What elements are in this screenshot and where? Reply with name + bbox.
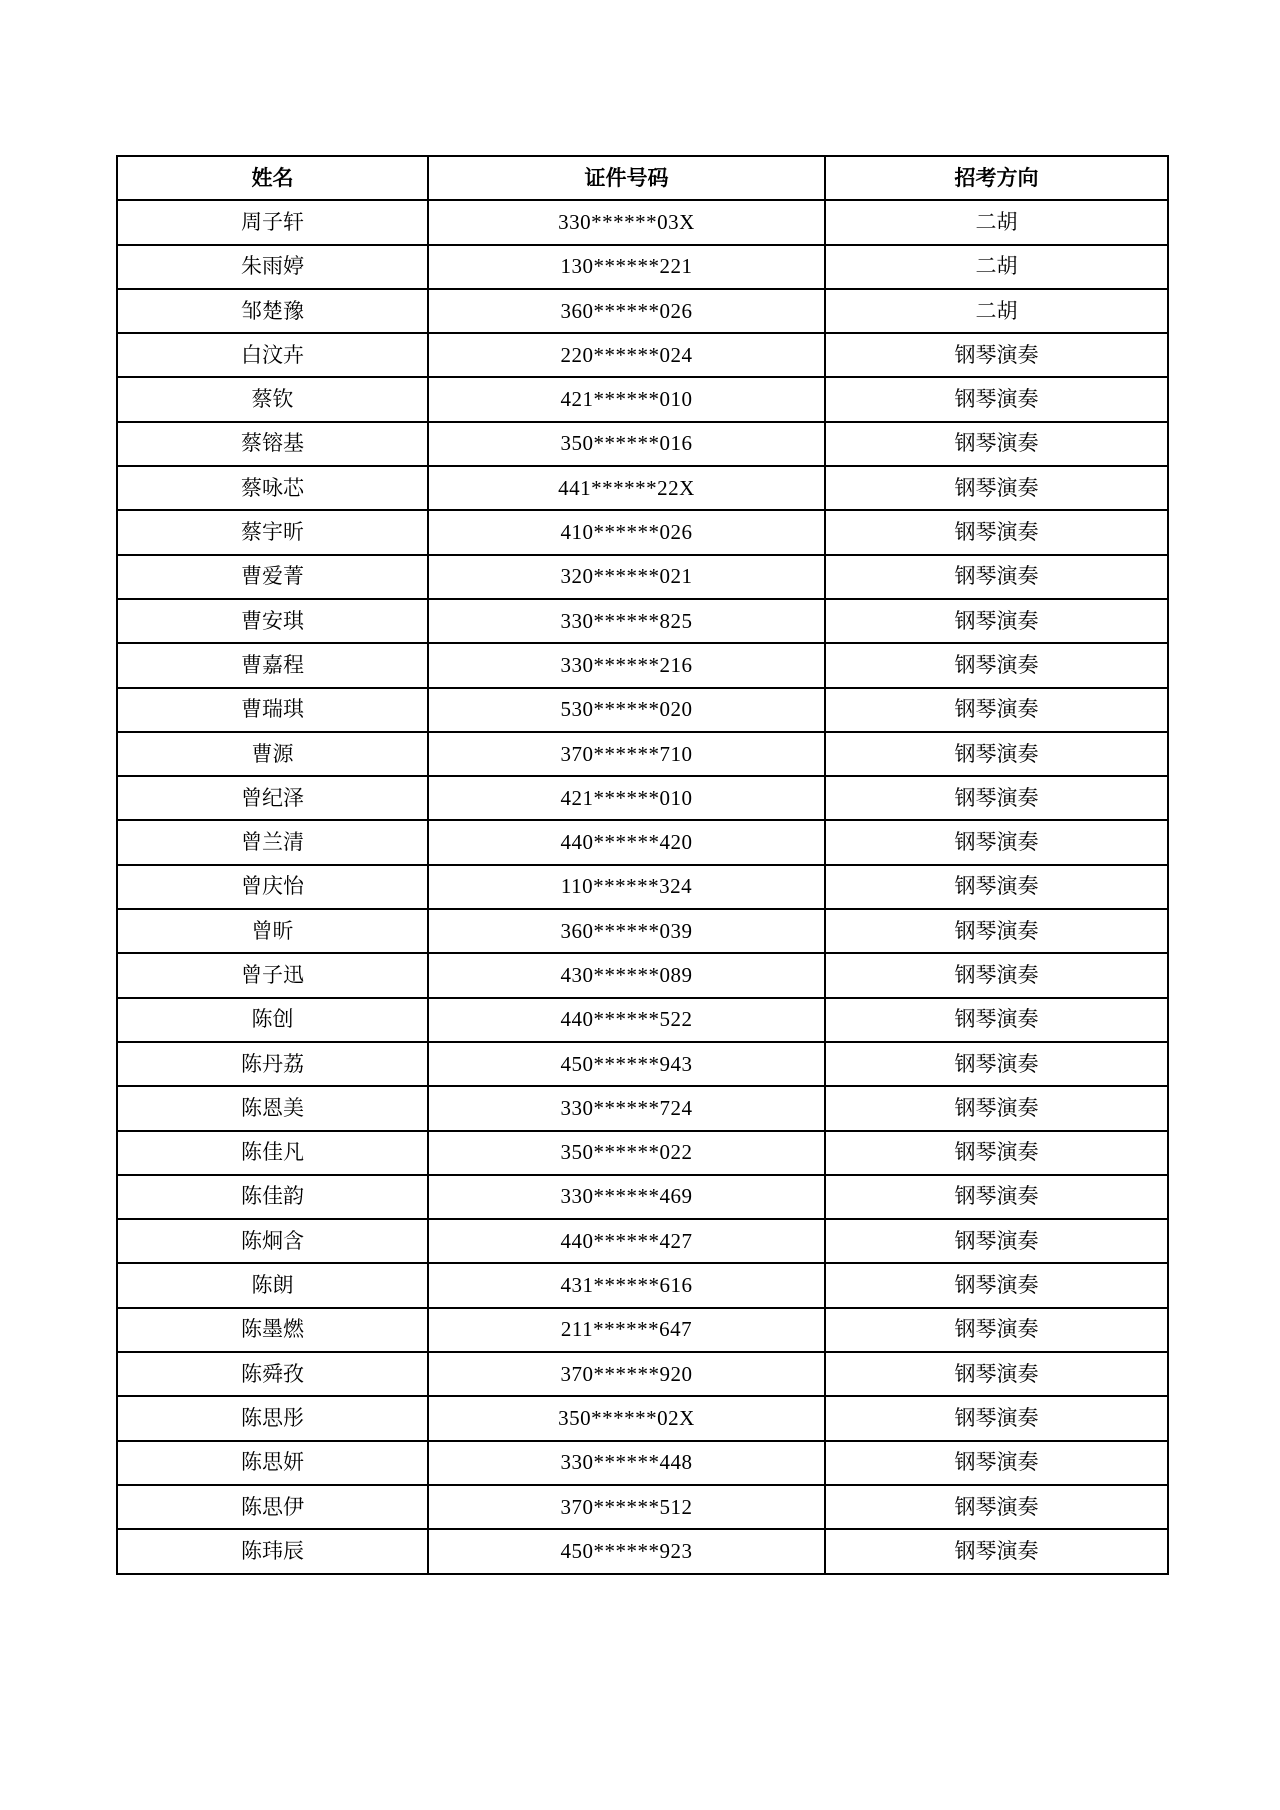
cell-name: 曾昕 [117,909,428,953]
cell-exam-direction: 钢琴演奏 [825,555,1168,599]
cell-exam-direction: 二胡 [825,245,1168,289]
cell-name: 曾纪泽 [117,776,428,820]
cell-exam-direction: 钢琴演奏 [825,688,1168,732]
cell-id-number: 330******448 [428,1441,825,1485]
cell-exam-direction: 钢琴演奏 [825,333,1168,377]
cell-exam-direction: 钢琴演奏 [825,466,1168,510]
cell-exam-direction: 钢琴演奏 [825,909,1168,953]
cell-id-number: 330******03X [428,200,825,244]
table-row [117,1396,1168,1440]
table-row [117,377,1168,421]
cell-exam-direction: 钢琴演奏 [825,1086,1168,1130]
cell-name: 陈炯含 [117,1219,428,1263]
table-row [117,1485,1168,1529]
table-row [117,245,1168,289]
table-row [117,820,1168,864]
cell-exam-direction: 钢琴演奏 [825,1441,1168,1485]
cell-name: 曾子迅 [117,953,428,997]
cell-name: 曾庆怡 [117,865,428,909]
cell-exam-direction: 钢琴演奏 [825,643,1168,687]
cell-id-number: 350******02X [428,1396,825,1440]
cell-name: 朱雨婷 [117,245,428,289]
cell-id-number: 430******089 [428,953,825,997]
cell-exam-direction: 钢琴演奏 [825,820,1168,864]
table-row [117,1219,1168,1263]
cell-name: 陈思妍 [117,1441,428,1485]
cell-exam-direction: 钢琴演奏 [825,1396,1168,1440]
cell-exam-direction: 钢琴演奏 [825,377,1168,421]
table-row [117,289,1168,333]
cell-id-number: 440******420 [428,820,825,864]
cell-id-number: 370******920 [428,1352,825,1396]
cell-name: 陈玮辰 [117,1529,428,1573]
cell-exam-direction: 钢琴演奏 [825,1219,1168,1263]
cell-name: 曹爱菁 [117,555,428,599]
cell-exam-direction: 钢琴演奏 [825,599,1168,643]
cell-name: 曹安琪 [117,599,428,643]
cell-id-number: 211******647 [428,1308,825,1352]
table-row [117,1086,1168,1130]
cell-id-number: 441******22X [428,466,825,510]
cell-exam-direction: 钢琴演奏 [825,953,1168,997]
table-row [117,909,1168,953]
cell-exam-direction: 二胡 [825,289,1168,333]
table-row [117,865,1168,909]
table-row [117,1131,1168,1175]
cell-id-number: 330******469 [428,1175,825,1219]
cell-exam-direction: 钢琴演奏 [825,998,1168,1042]
document-page [116,155,1167,1575]
cell-name: 邹楚豫 [117,289,428,333]
table-row [117,1042,1168,1086]
cell-id-number: 350******016 [428,422,825,466]
cell-exam-direction: 二胡 [825,200,1168,244]
cell-id-number: 130******221 [428,245,825,289]
cell-name: 蔡宇昕 [117,510,428,554]
cell-id-number: 370******512 [428,1485,825,1529]
table-header-row [117,156,1168,200]
cell-name: 陈朗 [117,1263,428,1307]
cell-id-number: 440******427 [428,1219,825,1263]
table-row [117,466,1168,510]
cell-name: 陈佳凡 [117,1131,428,1175]
cell-id-number: 350******022 [428,1131,825,1175]
cell-name: 蔡钦 [117,377,428,421]
cell-name: 陈墨燃 [117,1308,428,1352]
cell-exam-direction: 钢琴演奏 [825,776,1168,820]
cell-id-number: 110******324 [428,865,825,909]
cell-id-number: 220******024 [428,333,825,377]
cell-id-number: 330******825 [428,599,825,643]
header-exam-direction: 招考方向 [825,156,1168,200]
cell-id-number: 450******943 [428,1042,825,1086]
cell-name: 陈思彤 [117,1396,428,1440]
cell-id-number: 370******710 [428,732,825,776]
table-row [117,333,1168,377]
table-row [117,555,1168,599]
cell-exam-direction: 钢琴演奏 [825,1175,1168,1219]
table-row [117,1263,1168,1307]
header-id-number: 证件号码 [428,156,825,200]
cell-id-number: 530******020 [428,688,825,732]
table-row [117,776,1168,820]
table-body [117,200,1168,1573]
cell-name: 周子轩 [117,200,428,244]
table-row [117,599,1168,643]
cell-name: 曹瑞琪 [117,688,428,732]
cell-name: 曹嘉程 [117,643,428,687]
table-row [117,1441,1168,1485]
cell-name: 蔡镕基 [117,422,428,466]
candidate-table [116,155,1169,1575]
table-row [117,688,1168,732]
table-row [117,1352,1168,1396]
cell-exam-direction: 钢琴演奏 [825,1485,1168,1529]
table-row [117,1308,1168,1352]
table-row [117,998,1168,1042]
cell-id-number: 421******010 [428,776,825,820]
cell-name: 白汶卉 [117,333,428,377]
cell-id-number: 330******724 [428,1086,825,1130]
table-row [117,1175,1168,1219]
cell-exam-direction: 钢琴演奏 [825,422,1168,466]
table-row [117,422,1168,466]
cell-id-number: 320******021 [428,555,825,599]
cell-name: 陈佳韵 [117,1175,428,1219]
cell-name: 曹源 [117,732,428,776]
cell-name: 陈思伊 [117,1485,428,1529]
cell-name: 陈恩美 [117,1086,428,1130]
cell-name: 陈舜孜 [117,1352,428,1396]
table-row [117,732,1168,776]
cell-name: 曾兰清 [117,820,428,864]
cell-name: 蔡咏芯 [117,466,428,510]
cell-exam-direction: 钢琴演奏 [825,732,1168,776]
table-row [117,1529,1168,1573]
cell-id-number: 360******026 [428,289,825,333]
cell-exam-direction: 钢琴演奏 [825,1263,1168,1307]
cell-id-number: 410******026 [428,510,825,554]
cell-id-number: 431******616 [428,1263,825,1307]
table-row [117,953,1168,997]
header-name: 姓名 [117,156,428,200]
cell-id-number: 450******923 [428,1529,825,1573]
table-row [117,200,1168,244]
cell-exam-direction: 钢琴演奏 [825,1352,1168,1396]
cell-exam-direction: 钢琴演奏 [825,1529,1168,1573]
cell-name: 陈创 [117,998,428,1042]
cell-exam-direction: 钢琴演奏 [825,1131,1168,1175]
table-row [117,510,1168,554]
cell-id-number: 440******522 [428,998,825,1042]
cell-id-number: 360******039 [428,909,825,953]
cell-name: 陈丹荔 [117,1042,428,1086]
cell-exam-direction: 钢琴演奏 [825,510,1168,554]
table-row [117,643,1168,687]
cell-id-number: 330******216 [428,643,825,687]
cell-id-number: 421******010 [428,377,825,421]
cell-exam-direction: 钢琴演奏 [825,1042,1168,1086]
cell-exam-direction: 钢琴演奏 [825,1308,1168,1352]
cell-exam-direction: 钢琴演奏 [825,865,1168,909]
